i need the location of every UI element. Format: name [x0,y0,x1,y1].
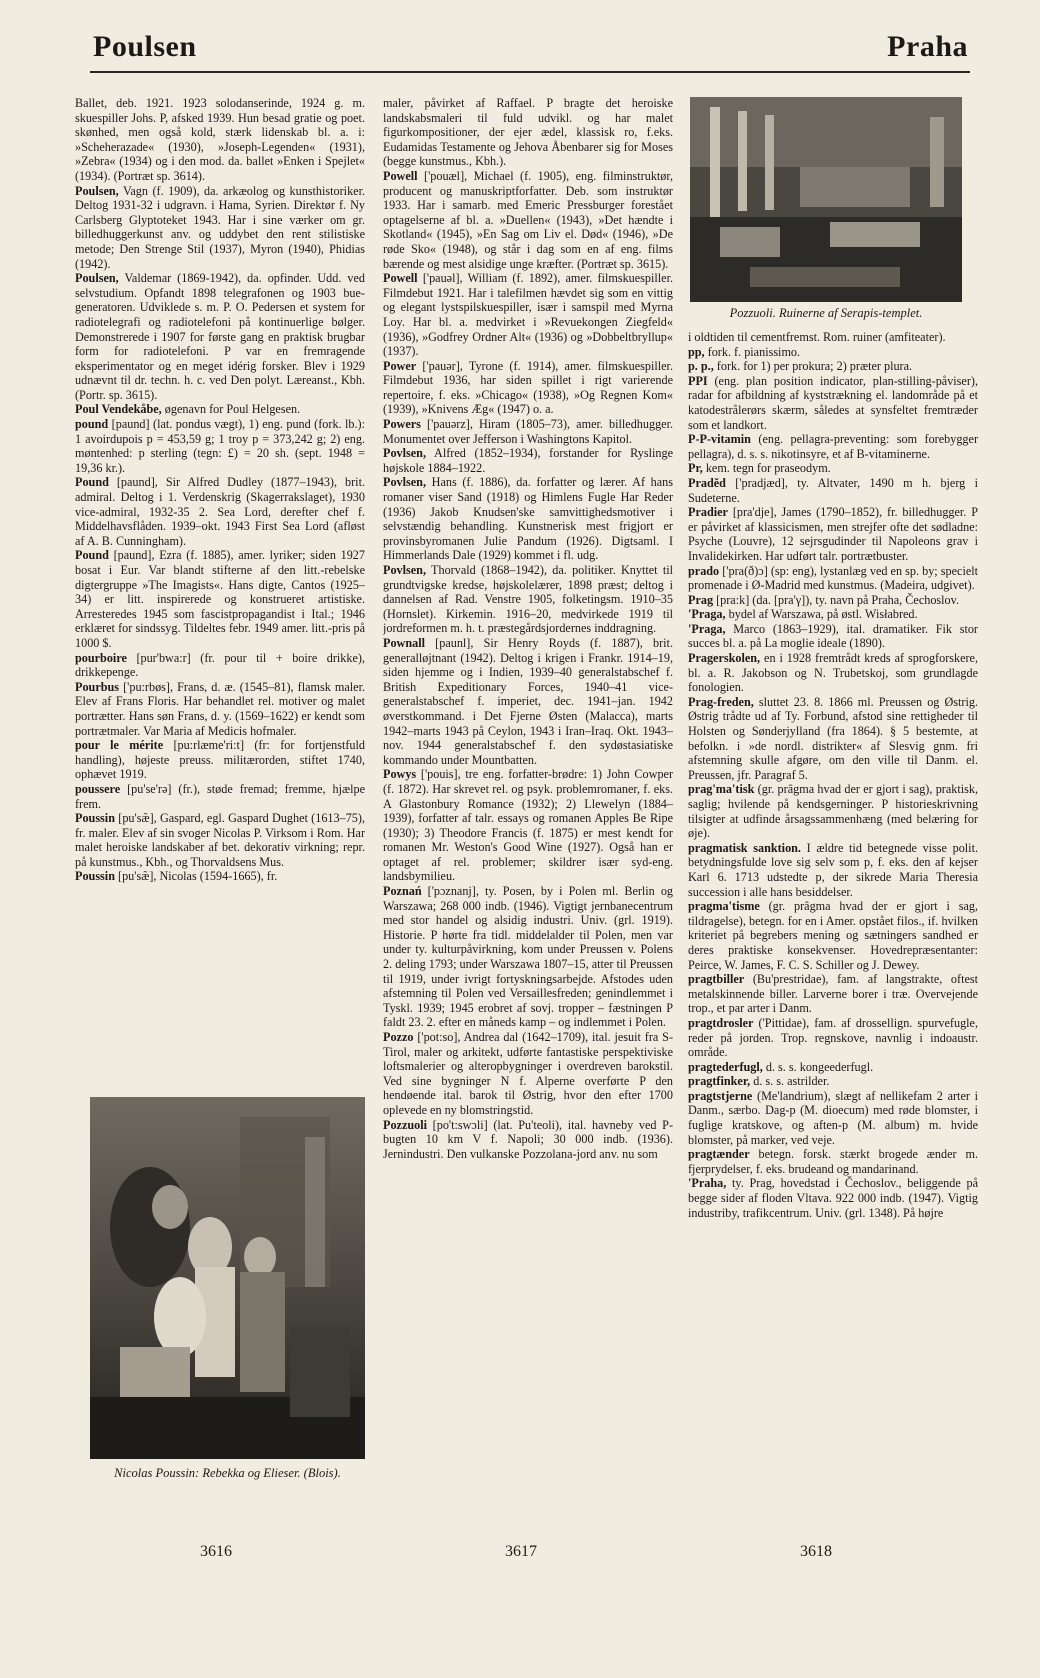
entry-text: (eng. plan position indicator, plan-stilling-påviser), radar for afbildning af kyststrækning el. landområde på et katodestrålerørs skærm, således at synsfeltet fremtræder som et landkort. [688,373,978,432]
entry-headword: prag'ma'tisk [688,782,755,797]
column-2 [383,96,673,1436]
entry-text: [pra'dje], James (1790–1852), fr. billedhugger. P er påvirket af klassicismen, men strejfer ofte det sødladne: Psyche (Louvre), 12 sejrsgudinder til Napoleons grav i Invalidekirken. Har udført talr. portrætbuster. [688,505,978,563]
entry-text: bydel af Warszawa, på østl. Wisłabred. [728,607,918,622]
dictionary-entry [75,738,365,782]
entry-text: fork. f. pianissimo. [707,344,801,359]
entry-headword: Pound [75,475,109,490]
entry-headword: Pound [75,548,109,563]
entry-text: Valdemar (1869-1942), da. opfinder. Udd. ved selvstudium. Opfandt 1898 telegrafonen og 1903 bue-generatoren. Udviklede s. m. P. O. Pedersen et system for radiotelegrafi og radiotelefoni på kontinuerlige bølger. Demonstrerede i 1907 for første gang en praktisk brugbar form for radiotelefoni. P var en fremragende eksperimentator og en meget idérig forsker. Blev i 1929 udnævnt til dr. techn. h. c. ved Den polyt. Læreanst., Kbh. (Portr. sp. 3615). [75,271,365,402]
entry-text: [paund], Ezra (f. 1885), amer. lyriker; siden 1927 bosat i Eur. Var blandt stifterne af den litt.-rebelske digtergruppe »The Imagists«. Hans digte, Cantos (1925–34) er litt. inspirerede og konstrueret artistiske. Arresteredes 1945 som fascistpropagandist i Ital.; 1946 erklæret for sindssyg. Tildeltes febr. 1949 amer. litt.-pris på 1000 $. [75,548,365,650]
entry-headword: Pourbus [75,679,120,694]
entry-text: i oldtiden til cementfremst. Rom. ruiner (amfiteater). [688,330,946,344]
entry-text: sluttet 23. 8. 1866 ml. Preussen og Østrig. Østrig trådte ud af Ty. Forbund, afstod sine rettigheder til Holsten og Sønderjylland (fra 1864). § 5 bestemte, at befolkn. i »de nordl. distrikter« af Slesvig gnm. fri afstemning skulle afgøre, om den ville til Danm. el. Preussen, jfr. Paragraf 5. [688,694,978,782]
dictionary-entry [688,607,978,622]
dictionary-entry [688,374,978,432]
entry-headword: pour le mérite [75,738,164,753]
entry-headword: Poul Vendekåbe, [75,402,162,417]
entry-text: [pu'sæ̃], Gaspard, egl. Gaspard Dughet (1613–75), fr. maler. Elev af sin svoger Nicolas P. Virksom i Rom. Har malet heroiske landskaber af bet. dekorativ virkning; repr. på kunstmus., Kbh., og Thorvaldsens Mus. [75,811,365,869]
entry-headword: pragtænder [688,1147,750,1162]
entry-headword: Powers [383,417,421,432]
entry-text: ('Pittidae), fam. af drossellign. spurvefugle, reder på jorden. Trop. regnskove, navnlig i indoaustr. område. [688,1015,978,1060]
entry-text: betegn. forsk. stærkt brogede ænder m. fjerprydelser, f. eks. brudeand og mandarinand. [688,1147,978,1176]
dictionary-entry [383,271,673,359]
dictionary-entry [688,1060,978,1075]
dictionary-entry [75,869,365,884]
entry-headword: Povlsen, [383,475,426,490]
dictionary-entry [688,345,978,360]
entry-text: d. s. s. astrilder. [753,1074,830,1089]
entry-text: ['pauərz], Hiram (1805–73), amer. billedhugger. Monumentet over Jefferson i Washingtons Kapitol. [383,417,673,446]
entry-headword: 'Praha, [688,1176,727,1191]
page-number-2: 3617 [505,1543,537,1560]
dictionary-entry [383,446,673,475]
dictionary-entry [75,271,365,402]
entry-text: maler, påvirket af Raffael. P bragte det heroiske landskabsmaleri til fuld udvikl. og har malet figurkompositioner, der ejer ædel, klassisk ro, f.eks. Eudamidas Testamente og Jehova Åbenbarer sig for Moses (begge kunstmus., Kbh.). [383,96,673,169]
entry-headword: Poznań [383,884,422,899]
entry-text: ['pauər], Tyrone (f. 1914), amer. filmskuespiller. Filmdebut 1936, har siden spillet i rigt varierende repertoire, f. eks. »Chicago« (1938), »Og Regnen Kom« (1939), »Knivens Æg« (1947) o. a. [383,358,673,417]
dictionary-entry [75,184,365,272]
entry-headword: Power [383,358,417,373]
dictionary-entry [75,651,365,680]
entry-text: [paund] (lat. pondus vægt), 1) eng. pund (fork. lb.): 1 avoirdupois p = 453,59 g; 1 troy p = 373,242 g; 2) eng. møntenhed: p sterling (tegn: £) = 20 sh. (sept. 1948 = 19,36 kr.). [75,417,365,475]
dictionary-entry [688,476,978,505]
entry-text: [pu'sæ̃], Nicolas (1594-1665), fr. [118,869,278,884]
dictionary-entry [383,169,673,271]
dictionary-entry [688,695,978,783]
entry-text: øgenavn for Poul Helgesen. [164,402,301,417]
entry-headword: Pragerskolen, [688,651,761,666]
entry-headword: 'Praga, [688,607,726,622]
dictionary-entry [688,359,978,374]
entry-headword: pragtederfugl, [688,1059,763,1074]
entry-text: fork. for 1) per prokura; 2) præter plura. [716,359,913,374]
dictionary-entry [688,651,978,695]
dictionary-entry [688,432,978,461]
entry-headword: pragmatisk sanktion. [688,840,801,855]
entry-text: (gr. prâgma hvad der er gjort i sag, tildragelse), betegn. for en i Amer. opstået filos., if. hvilken kriteriet på begrebers mening og sætningers sandhed er deres praktiske konsekvenser. Hovedrepræsentanter: Peirce, W. James, F. C. S. Schiller og J. Dewey. [688,899,978,972]
entry-text: Alfred (1852–1934), forstander for Ryslinge højskole 1884–1922. [383,446,673,475]
entry-text: en i 1928 fremtrådt kreds af sprogforskere, bl. a. R. Jakobson og N. Trubetskoj, som grundlagde fonologien. [688,651,978,695]
entry-text: [paund], Sir Alfred Dudley (1877–1943), brit. admiral. Deltog i 1. Verdenskrig (Skagerrakslaget), 1930 vice-admiral, 1932-35 2. Sea Lord, derefter chef f. Middelhavsflåden. 1939–okt. 1943 First Sea Lord (afløst af A. B. Cunningham). [75,475,365,548]
dictionary-entry [75,96,365,184]
dictionary-entry [383,767,673,884]
entry-headword: 'Praga, [688,621,726,636]
entry-headword: Poulsen, [75,271,119,286]
dictionary-entry [688,330,978,345]
entry-text: Ballet, deb. 1921. 1923 solodanserinde, 1924 g. m. skuespiller Johs. P, afsked 1939. Hun besad gratie og poet. skønhed, men også kold, stærk lidenskab bl. a. i: »Scheherazade« (1930), »Joseph-Legenden« (1931), »Zebra« (1934) og i den mod. da. ballet »Enken i Spejlet« (1934). (Portræt sp. 3614). [75,96,365,183]
dictionary-entry [688,1074,978,1089]
page-number-3: 3618 [800,1543,832,1560]
entry-text: ['pra(ð)ɔ] (sp: eng), lystanlæg ved en sp. by; specielt promenade i Ø-Madrid med kunstmus. (Madeira, udgivet). [688,563,978,593]
entry-text: ['pradjæd], ty. Altvater, 1490 m h. bjerg i Sudeterne. [688,475,978,505]
entry-headword: pp, [688,344,705,359]
entry-text: (Bu'prestridae), fam. af langstrakte, oftest metalskinnende biller. Larverne borer i træ. Overvejende trop., et par arter i Danm. [688,972,978,1016]
entry-headword: Pozzo [383,1030,414,1044]
entry-text: I ældre tid betegnede visse polit. betydningsfulde love sig selv som p, f. eks. den af kejser Karl 6. 1713 udstedte p, der sikrede Maria Theresia succession i alle hans besiddelser. [688,840,978,899]
entry-headword: pound [75,417,109,432]
running-head-left: Poulsen [93,30,197,63]
dictionary-entry [688,899,978,972]
dictionary-entry [688,841,978,899]
entry-text: ty. Prag, hovedstad i Čechoslov., beliggende på begge sider af floden Vltava. 922 000 indb. (1947). Vigtig industriby, trafikcentrum. Univ. (grl. 1348). På højre [688,1176,978,1220]
dictionary-entry [75,680,365,738]
dictionary-entry [383,96,673,169]
entry-text: Vagn (f. 1909), da. arkæolog og kunsthistoriker. Deltog 1931-32 i udgravn. i Hama, Syrien. Direktør f. Ny Carlsberg Glyptoteket 1943. Har i sine værker om gr. billedhuggerkunst anv. og uddybet den rent stilistiske metode; Den Strenge Stil (1937), Myron (1940), Phidias (1942). [75,183,365,271]
dictionary-entry [688,1016,978,1060]
entry-text: (Me'landrium), slægt af nellikefam 2 arter i Danm., særbo. Dag-p (M. dioecum) med røde blomster, i fuglige kratskove, og aften-p (M. album) m. hvide blomster, på marker, ved veje. [688,1088,978,1147]
entry-text: ['pouis], tre eng. forfatter-brødre: 1) John Cowper (f. 1872). Har skrevet rel. og psyk. problemromaner, f. eks. A Glastonbury Romance (1932); 2) Llewelyn (1884–1939), forfatter af talr. essays og romanen Apples Be Ripe (1930); 3) Theodore Francis (f. 1875) er mest kendt for romanen Mr. Weston's Good Wine (1927). Også han er optaget af rel. problemer; skildrer især syd-eng. landsbymilieu. [383,767,673,884]
column-3 [688,330,978,1678]
entry-text: [pur'bwa:r] (fr. pour til + boire drikke), drikkepenge. [75,650,365,680]
entry-text: [pra:k] (da. [pra'γ]), ty. navn på Praha, Čechoslov. [716,592,959,607]
dictionary-entry [688,622,978,651]
dictionary-entry [383,359,673,417]
entry-headword: Poulsen, [75,183,119,198]
entry-headword: Prag [688,592,714,607]
dictionary-entry [688,593,978,608]
caption-right: Pozzuoli. Ruinerne af Serapis-templet. [729,306,923,320]
entry-text: Thorvald (1868–1942), da. politiker. Knyttet til grundtvigske kredse, højskolelærer, 1898 præst; deltog i dannelsen af Rad. Venstre 1905, folketingsm. 1910–35 (Hornslet). Kirkemin. 1916–20, medvirkede 1919 til jordreformen m. h. t. præstegårdsjordernes inddragning. [383,563,673,636]
entry-text: ['pɔznanj], ty. Posen, by i Polen ml. Berlin og Warszawa; 268 000 indb. (1946). Vigtigt jernbanecentrum med stor handel og alsidig industri. Univ. (grl. 1919). Historie. P hørte fra tidl. middelalder til Polen, men var under ty. kulturpåvirkning, kom under Preussen v. Polens 2. deling 1793; under Warszawa 1807–15, atter til Preussen til 1919, under ivrigt fortyskningsarbejde. Afstodes uden afstemning til Polen ved Versaillesfreden; genindlemmet i Tyskl. 1939; 1945 erobret af sovj. tropper – fæstningen P faldt 23. 2. efter en måneds kamp – og indlemmet i Polen. [383,884,673,1030]
entry-headword: Powell [383,271,418,286]
entry-text: Hans (f. 1886), da. forfatter og lærer. Af hans romaner viser Sand (1918) og Himlens Fugle Har Reder (1936) Jakob Knudsen'ske samvittighedsmotiver i selvstændig behandling. Kunstnerisk mest frigjort er provinsbyromanen Julie Pandum (1926). Digtsaml. I Himmerlands Dale (1929) kommet i fl. udg. [383,475,673,563]
entry-headword: pragma'tisme [688,899,760,914]
entry-headword: Pownall [383,635,425,650]
dictionary-entry [383,636,673,767]
dictionary-entry [688,1176,978,1220]
entry-headword: Povlsen, [383,563,426,577]
entry-headword: Pradier [688,505,728,520]
entry-text: (gr. prâgma hvad der er gjort i sag), praktisk, saglig; hvilende på kendsgerninger. P historieskrivning tilsigter at udfinde årsagssammenhæng (med belæring for øje). [688,782,978,841]
dictionary-entry [383,884,673,1030]
entry-headword: Pr, [688,461,703,476]
entry-headword: pragtstjerne [688,1088,753,1103]
entry-headword: Pradĕd [688,475,726,490]
entry-headword: pourboire [75,650,127,665]
dictionary-entry [75,782,365,811]
entry-text: ['pu:rbøs], Frans, d. æ. (1545–81), flamsk maler. Elev af Frans Floris. Har behandlet rel. motiver og malet portrætter. Hans søn Frans, d. y. (1569–1622) er kendt som portrætmaler. Var Maria af Medicis hofmaler. [75,679,365,738]
entry-text: [pu'se'rə] (fr.), støde fremad; fremme, hjælpe frem. [75,781,365,811]
entry-headword: Povlsen, [383,446,426,461]
entry-text: [pu:rlæme'ri:t] (fr: for fortjenstfuld handling), højeste preuss. militærorden, stiftet 1740, ophævet 1919. [75,738,365,782]
dictionary-entry [383,1118,673,1162]
painting-image [90,1097,365,1459]
dictionary-entry [688,505,978,563]
column-1 [75,96,365,1086]
entry-text: (eng. pellagra-preventing: som forebygger pellagra), d. s. s. nikotinsyre, et af B-vitaminerne. [688,432,978,461]
entry-headword: P-P-vitamin [688,432,751,447]
dictionary-entry [688,972,978,1016]
entry-headword: Powell [383,168,418,183]
entry-headword: PPI [688,373,708,388]
entry-headword: poussere [75,781,121,796]
entry-text: d. s. s. kongeederfugl. [765,1059,874,1074]
photo-image [690,97,962,302]
dictionary-entry [75,548,365,650]
entry-headword: Pozzuoli [383,1117,428,1132]
entry-headword: Prag-freden, [688,694,754,709]
dictionary-entry [383,1030,673,1118]
running-head-right: Praha [887,30,968,63]
entry-text: ['pauəl], William (f. 1892), amer. filmskuespiller. Filmdebut 1921. Har i talefilmen hævdet sig som en vittig og elegant lystspilskuespiller, især i samspil med Myrna Loy. Har bl. a. medvirket i »Revuekongen Ziegfeld« (1936), »Godfrey Ordner Alt« (1936) og »Dobbeltbryllup« (1937). [383,271,673,359]
dictionary-entry [688,461,978,476]
dictionary-entry [383,475,673,563]
entry-headword: pragtfinker, [688,1074,751,1089]
dictionary-entry [383,563,673,636]
header-rule [90,71,970,73]
dictionary-entry [75,402,365,417]
entry-text: [po't:swɔli] (lat. Pu'teoli), ital. havneby ved P-bugten 10 km V f. Napoli; 30 000 indb. (1936). Jernindustri. Den vulkanske Pozzolana-jord anv. nu som [383,1117,673,1161]
dictionary-entry [75,475,365,548]
dictionary-entry [688,564,978,593]
entry-headword: Poussin [75,869,115,884]
entry-headword: pragtbiller [688,972,745,987]
dictionary-entry [75,417,365,475]
dictionary-entry [688,1147,978,1176]
entry-headword: pragtdrosler [688,1015,754,1030]
dictionary-entry [383,417,673,446]
dictionary-entry [75,811,365,869]
entry-headword: p. p., [688,359,714,374]
dictionary-entry [688,782,978,840]
entry-headword: Powys [383,767,417,782]
entry-text: Marco (1863–1929), ital. dramatiker. Fik stor succes bl. a. på La moglie ideale (1890). [688,621,978,651]
entry-text: [pаunl], Sir Henry Royds (f. 1887), brit. generalløjtnant (1942). Deltog i krigen i Frankr. 1914–19, siden hjemme og i Indien, 1939–40 generalstabschef f. British Expeditionary Forces, 1940–41 vice-generalstabschef f. imperiet, dec. 1941–jan. 1942 øverstkommand. i Det Fjerne Østen (Malacca), marts 1942–marts 1943 på Ceylon, 1943 i Iran–Iraq. Okt. 1943–nov. 1944 generalstabschef f. den sydøstasiatiske kommando under Mountbatten. [383,635,673,767]
entry-headword: prado [688,563,720,578]
entry-text: ['pot:so], Andrea dal (1642–1709), ital. jesuit fra S-Tirol, maler og arkitekt, udførte fantastiske perspektiviske loftsmalerier og alteropbygninger i overdreven barokstil. Ved sine bygninger N f. Alperne overførte P den hendøende ital. barok til Østrig, hvor den efter 1700 oplevede en ny blomstringstid. [383,1030,673,1117]
caption-left: Nicolas Poussin: Rebekka og Elieser. (Blois). [114,1466,341,1480]
page-number-1: 3616 [200,1543,232,1560]
painting-poussin-rebekka [90,1097,365,1459]
entry-text: kem. tegn for praseodym. [705,461,831,476]
entry-headword: Poussin [75,811,115,826]
dictionary-entry [688,1089,978,1147]
photo-pozzuoli-ruins [690,97,962,302]
entry-text: ['pouæl], Michael (f. 1905), eng. filminstruktør, producent og manuskriptforfatter. Deb. som instruktør 1933. Har i samarb. med Emeric Pressburger forestået optagelserne af bl. a. »Duellen« (1943), »Det hændte i Skotland« (1945), »En Sag om Liv el. Død« (1946), »De røde Sko« (1948), og står i dag som en af eng. films bærende og mest alsidige unge kræfter. (Portræt sp. 3615). [383,168,673,271]
